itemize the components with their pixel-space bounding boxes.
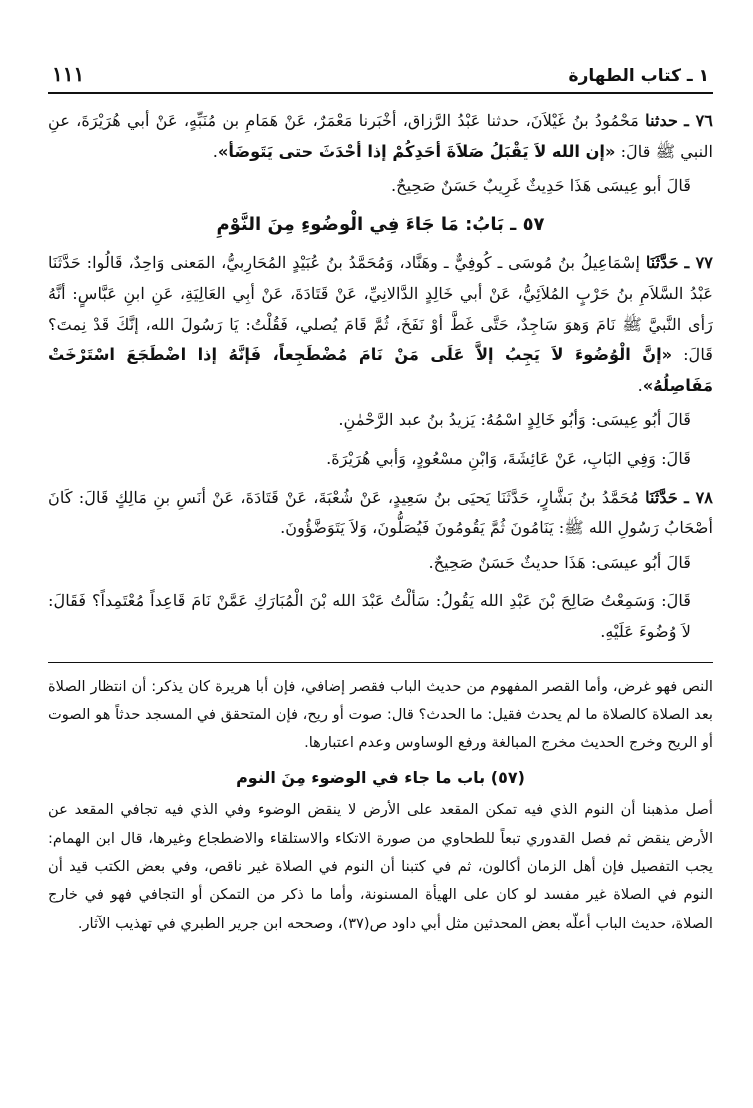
page-number: ١١١ [52,62,85,86]
chapter-heading-57: ٥٧ ـ بَابُ: مَا جَاءَ فِي الْوضُوءِ مِنَ النَّوْمِ [216,213,545,235]
commentary-77a: قَالَ أبُو عِيسَى: وَأبُو خَالِدٍ اسْمُهُ: يَزيدُ بنُ عبد الرَّحْمٰنِ. [338,410,691,430]
hadith-text: إسْمَاعِيلُ بنُ مُوسَى ـ كُوفِيٌّ ـ وهَنَّاد، وَمُحَمَّدُ بنُ عُبَيْدٍ المُحَارِبيُّ، المَعنى وَاحِدٌ، قَالُوا: حَدَّثَنَا عَبْدُ السَّلاَمِ بنُ حَرْبٍ المُلاَئِيُّ، عَنْ أبي خَالِدٍ الدَّالانِيِّ، عَنْ قَتَادَةَ، عَنْ أبِي العَالِيَةِ، عَنِ ابنِ عَبَّاسٍ: أنَّهُ رَأى النَّبيَّ ﷺ نَامَ وَهوَ سَاجِدٌ، حَتَّى غَطَّ أوْ نَفَخَ، ثُمَّ قَامَ يُصلي، فَقُلْتُ: يَا رَسُولَ الله، إنَّكَ قَدْ نِمتَ؟ قَالَ: [48,253,713,365]
commentary-76: قَالَ أبو عِيسَى هَذَا حَدِيثٌ غَرِيبٌ حَسَنٌ صَحِيحٌ. [391,176,691,196]
hadith-text: مُحَمَّدُ بنُ بَشَّارٍ، حَدَّثَنَا يَحيَى بنُ سَعِيدٍ، عَنْ شُعْبَةَ، عَنْ قَتَادَةَ، عَنْ أنَسِ بنِ مَالِكٍ قَالَ: كَانَ أصْحَابُ رَسُولِ الله ﷺ: يَنَامُونَ ثُمَّ يَقُومُونَ فَيُصَلُّونَ، وَلاَ يَتَوَضَّؤُونَ. [48,487,713,538]
footnote-paragraph-2: أصل مذهبنا أن النوم الذي فيه تمكن المقعد على الأرض لا ينقض الوضوء وفي الذي فيه تجافي المقعد عن الأرض ينقض ثم فصل القدوري تبعاً للطحاوي من صورة الاتكاء والاستلقاء والاضطجاع وغيرها، قال ابن الهمام: يجب التفصيل فإن أهل الزمان أكالون، ثم في كتبنا أن النوم في الصلاة غير ناقص، وفي بعض الكتب قيد أن النوم في الصلاة غير مفسد لو كان على الهيأة المسنونة، وأما ما ذكر من التمكن أو التجافي فهو في خارج الصلاة، حديث الباب أعلّه بعض المحدثين مثل أبي داود ص(٣٧)، وصححه ابن جرير الطبري في تهذيب الآثار. [48,801,713,932]
running-chapter-title: ١ ـ كتاب الطهارة [568,66,709,86]
hadith-number: ٧٦ ـ [684,111,713,130]
hadith-intro: حدثنا [645,111,678,130]
footnote-divider [48,662,713,663]
prophetic-quote: «إنَّ الْوُضُوءَ لاَ يَجِبُ إلاَّ عَلَى مَنْ نَامَ مُضْطَجِعاً، فَإنَّهُ إذا اضْطَجَعَ اسْتَرْخَتْ مَفَاصِلُهُ» [48,345,713,395]
hadith-end: . [212,141,218,161]
hadith-number: ٧٧ ـ [684,253,713,273]
prophetic-quote: «إن الله لاَ يَقْبَلُ صَلاَةَ أحَدِكُمْ إذا أحْدَثَ حتى يَتَوضَأ» [217,141,616,161]
hadith-77 [48,248,713,401]
hadith-intro: حَدَّثَنَا [645,253,679,273]
hadith-number: ٧٨ ـ [684,487,713,507]
commentary-78b: قَالَ: وَسَمِعْتُ صَالِحَ بْنَ عَبْدِ الله يَقُولُ: سَألْتُ عَبْدَ الله بْنَ الْمُبَارَكِ عَمَّنْ نَامَ قَاعِداً مُعْتَمِداً؟ فَقَالَ: لاَ وُضُوءَ عَلَيْهِ. [48,591,691,641]
footnotes [48,673,713,939]
hadith-intro: حَدَّثَنَا [645,487,678,507]
hadith-end: . [637,375,643,395]
hadith-76 [48,106,713,167]
commentary-78a: قَالَ أبُو عيسَى: هَذَا حديثٌ حَسَنٌ صَحِيحٌ. [428,552,691,572]
hadith-78 [48,483,713,544]
commentary-77b: قَالَ: وَفِي البَابِ، عَنْ عَائِشَةَ، وَابْنِ مسْعُودٍ، وَأبي هُرَيْرَةَ. [326,448,691,468]
page-header [48,58,713,94]
footnote-paragraph-1: النص فهو غرض، وأما القصر المفهوم من حديث الباب فقصر إضافي، فإن أبا هريرة كان يذكر: أن انتظار الصلاة بعد الصلاة كالصلاة ما لم يحدث فقيل: ما الحدث؟ قال: صوت أو ريح، فإن المتحقق في المسجد حدثاً هو الصوت أو الريح وخرج الحديث مخرج المبالغة ورفع الوساوس وعدم اعتبارها. [48,677,713,752]
main-text [48,106,713,648]
footnote-chapter-heading: (٥٧) باب ما جاء في الوضوء مِنَ النوم [236,767,525,787]
book-page [48,58,713,940]
hadith-text: مَحْمُودُ بنُ غَيْلاَنَ، حدثنا عَبْدُ الرَّزاق، أخْبَرنا مَعْمَرٌ، عَنْ هَمَامِ بن مُنَبِّهٍ، عَنْ أبي هُرَيْرَةَ، عنِ النبي ﷺ قالَ: [48,111,713,161]
